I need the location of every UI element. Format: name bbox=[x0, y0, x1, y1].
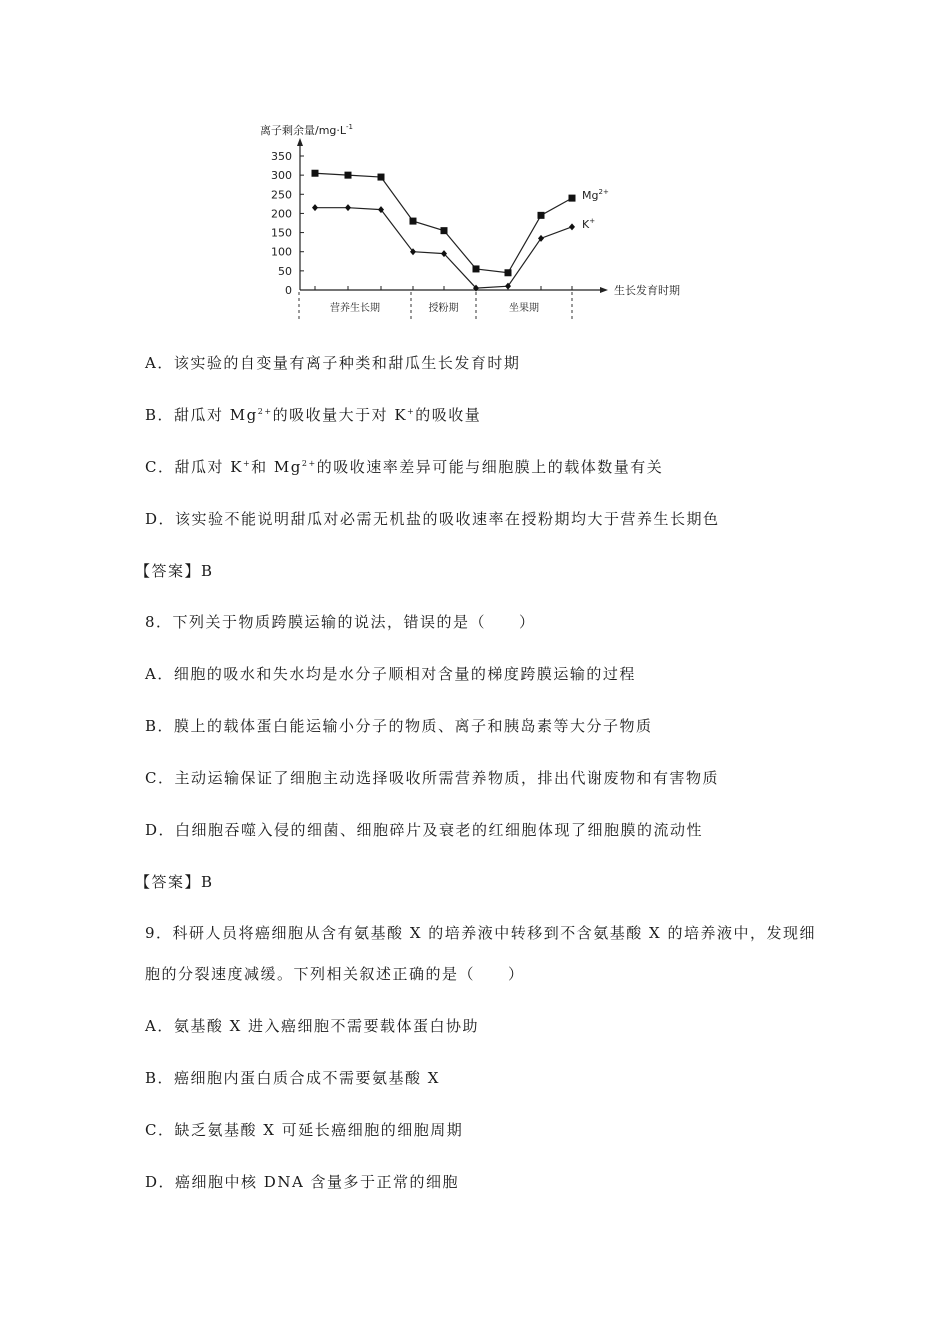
q8-option-d: D．白细胞吞噬入侵的细菌、细胞碎片及衰老的红细胞体现了细胞膜的流动性 bbox=[145, 821, 704, 839]
data-point bbox=[312, 204, 318, 211]
period-label: 授粉期 bbox=[428, 303, 459, 314]
q8-option-b: B．膜上的载体蛋白能运输小分子的物质、离子和胰岛素等大分子物质 bbox=[145, 717, 653, 735]
data-point bbox=[473, 265, 480, 272]
q7-option-c: C．甜瓜对 K+和 $Mg^{2+}$的吸收速率差异可能与细胞膜上的载体数量有关 bbox=[145, 458, 664, 476]
period-label: 营养生长期 bbox=[330, 303, 380, 314]
q8-stem: 8．下列关于物质跨膜运输的说法，错误的是（ ） bbox=[145, 613, 536, 631]
y-tick-label: 200 bbox=[271, 207, 292, 221]
x-axis-label: 生长发育时期 bbox=[614, 284, 680, 297]
q9-option-a: A．氨基酸 X 进入癌细胞不需要载体蛋白协助 bbox=[145, 1017, 480, 1035]
data-point bbox=[345, 204, 351, 211]
series-layer bbox=[312, 170, 576, 292]
q9-option-d: D．癌细胞中核 DNA 含量多于正常的细胞 bbox=[145, 1173, 460, 1191]
q9-option-b: B．癌细胞内蛋白质合成不需要氨基酸 X bbox=[145, 1069, 440, 1087]
legend-mg: $Mg^{2+}$ bbox=[582, 188, 609, 202]
q9-stem-line-1: 9．科研人员将癌细胞从含有氨基酸 X 的培养液中转移到不含氨基酸 X 的培养液中，发现细 bbox=[145, 924, 816, 942]
data-point bbox=[569, 223, 575, 230]
series-line bbox=[315, 173, 572, 273]
y-axis-arrow bbox=[297, 138, 303, 146]
y-axis-label: 离子剩余量$/mg\cdot L^{-1}$ bbox=[260, 123, 354, 137]
series-line bbox=[315, 208, 572, 288]
q9-option-c: C．缺乏氨基酸 X 可延长癌细胞的细胞周期 bbox=[145, 1121, 464, 1139]
y-tick-label: 50 bbox=[278, 264, 292, 278]
period-label: 坐果期 bbox=[509, 303, 539, 314]
y-tick-label: 350 bbox=[271, 150, 292, 163]
data-point bbox=[312, 170, 319, 177]
q7-option-b: B．甜瓜对 $Mg^{2+}$的吸收量大于对 K+的吸收量 bbox=[145, 406, 482, 424]
y-tick-label: 0 bbox=[285, 284, 292, 297]
data-point bbox=[378, 174, 385, 181]
y-tick-label: 100 bbox=[271, 245, 292, 259]
y-tick-label: 150 bbox=[271, 226, 292, 240]
y-tick-label: 250 bbox=[271, 188, 292, 202]
data-point bbox=[345, 172, 352, 179]
q7-option-a: A．该实验的自变量有离子种类和甜瓜生长发育时期 bbox=[145, 354, 521, 372]
q8-answer: 【答案】B bbox=[135, 873, 214, 891]
q8-option-c: C．主动运输保证了细胞主动选择吸收所需营养物质，排出代谢废物和有害物质 bbox=[145, 769, 719, 787]
data-point bbox=[410, 218, 417, 225]
data-point bbox=[569, 195, 576, 202]
q9-stem-line-2: 胞的分裂速度减缓。下列相关叙述正确的是（ ） bbox=[145, 965, 525, 983]
legend-k: K+ bbox=[582, 217, 596, 231]
data-point bbox=[441, 227, 448, 234]
period-labels bbox=[330, 301, 539, 314]
q7-option-d: D．该实验不能说明甜瓜对必需无机盐的吸收速率在授粉期均大于营养生长期色 bbox=[145, 510, 720, 528]
q7-answer: 【答案】B bbox=[135, 562, 214, 580]
data-point bbox=[538, 212, 545, 219]
data-point bbox=[505, 269, 512, 276]
q8-option-a: A．细胞的吸水和失水均是水分子顺相对含量的梯度跨膜运输的过程 bbox=[145, 665, 636, 683]
x-axis-arrow bbox=[600, 287, 608, 293]
ion-remaining-chart bbox=[240, 118, 700, 328]
y-tick-label: 300 bbox=[271, 169, 292, 183]
